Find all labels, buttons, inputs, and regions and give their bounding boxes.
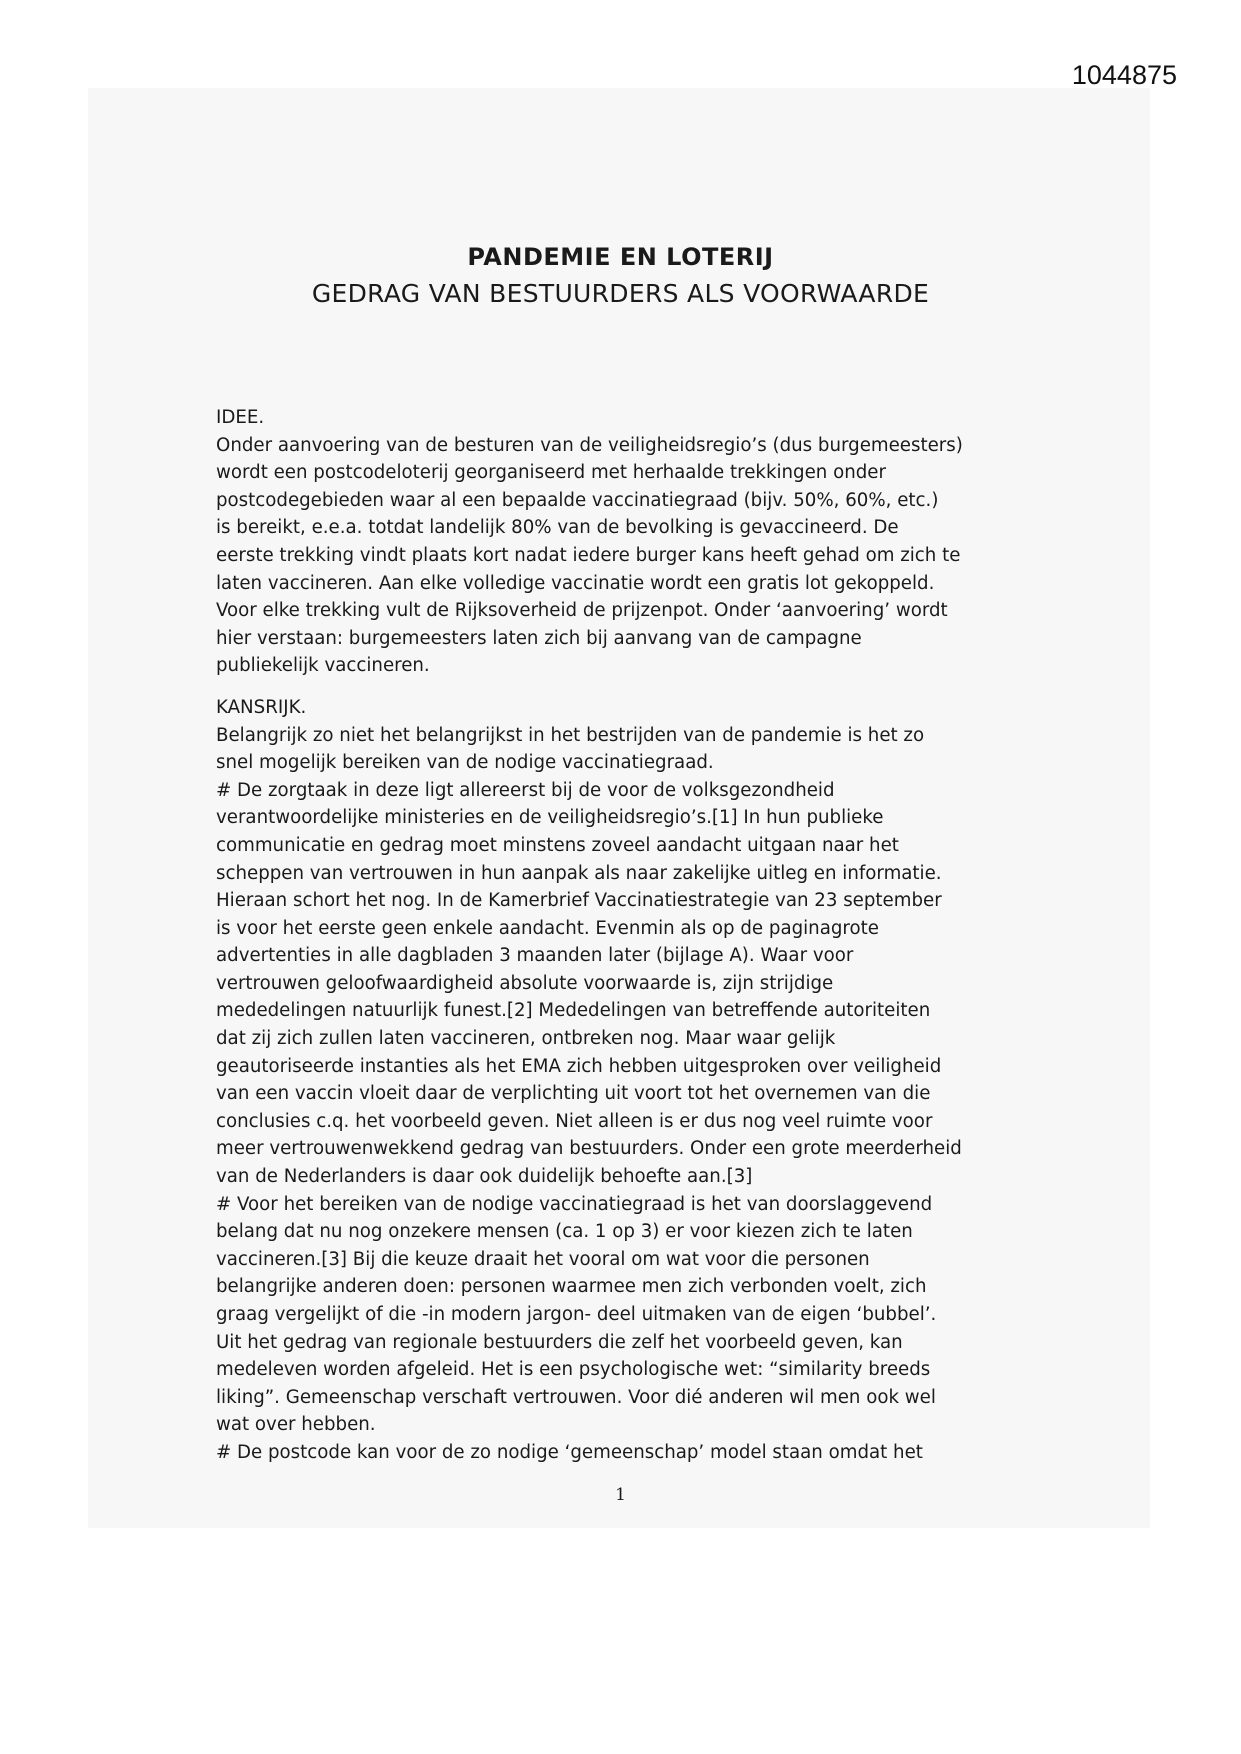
section-idee [216, 404, 1036, 680]
text-line: graag vergelijkt of die -in modern jargon- deel uitmaken van de eigen ‘bubbel’. [216, 1304, 937, 1325]
text-line: hier verstaan: burgemeesters laten zich bij aanvang van de campagne [216, 627, 862, 649]
text-line: advertenties in alle dagbladen 3 maanden later (bijlage A). Waar voor [216, 945, 854, 967]
text-line: eerste trekking vindt plaats kort nadat iedere burger kans heeft gehad om zich te [216, 544, 961, 566]
page-number: 1 [615, 1485, 626, 1505]
text-line: vertrouwen geloofwaardigheid absolute voorwaarde is, zijn strijdige [216, 972, 834, 994]
text-line: Hieraan schort het nog. In de Kamerbrief Vaccinatiestrategie van 23 september [216, 890, 942, 912]
text-line: # Voor het bereiken van de nodige vaccinatiegraad is het van doorslaggevend [216, 1193, 933, 1215]
section-heading: IDEE. [216, 407, 265, 428]
text-line: vaccineren.[3] Bij die keuze draait het vooral om wat voor die personen [216, 1248, 870, 1270]
text-line: medeleven worden afgeleid. Het is een psychologische wet: “similarity breeds [216, 1359, 931, 1381]
text-line: is bereikt, e.e.a. totdat landelijk 80% van de bevolking is gevaccineerd. De [216, 517, 899, 539]
text-line: # De postcode kan voor de zo nodige ‘gemeenschap’ model staan omdat het [216, 1441, 923, 1463]
text-line: liking”. Gemeenschap verschaft vertrouwen. Voor dié anderen wil men ook wel [216, 1386, 936, 1408]
text-line: wat over hebben. [216, 1414, 376, 1436]
text-line: postcodegebieden waar al een bepaalde vaccinatiegraad (bijv. 50%, 60%, etc.) [216, 489, 939, 511]
text-line: wordt een postcodeloterij georganiseerd met herhaalde trekkingen onder [216, 462, 886, 484]
text-line: scheppen van vertrouwen in hun aanpak als naar zakelijke uitleg en informatie. [216, 862, 942, 884]
text-line: is voor het eerste geen enkele aandacht. Evenmin als op de paginagrote [216, 917, 879, 939]
text-line: # De zorgtaak in deze ligt allereerst bij de voor de volksgezondheid [216, 779, 835, 801]
document-id: 1044875 [1071, 60, 1177, 90]
section-spacer [216, 680, 1036, 694]
text-line: van een vaccin vloeit daar de verplichting uit voort tot het overnemen van die [216, 1083, 931, 1105]
text-line: Uit het gedrag van regionale bestuurders die zelf het voorbeeld geven, kan [216, 1331, 903, 1353]
text-line: belangrijke anderen doen: personen waarmee men zich verbonden voelt, zich [216, 1276, 927, 1298]
text-line: snel mogelijk bereiken van de nodige vaccinatiegraad. [216, 752, 714, 774]
section-heading: KANSRIJK. [216, 696, 307, 718]
text-line: verantwoordelijke ministeries en de veiligheidsregio’s.[1] In hun publieke [216, 807, 884, 829]
text-line: Voor elke trekking vult de Rijksoverheid de prijzenpot. Onder ‘aanvoering’ wordt [216, 600, 948, 622]
document-title: PANDEMIE EN LOTERIJ [467, 243, 774, 271]
text-line: van de Nederlanders is daar ook duidelijk behoefte aan.[3] [216, 1166, 753, 1188]
text-line: geautoriseerde instanties als het EMA zich hebben uitgesproken over veiligheid [216, 1055, 942, 1077]
text-line: mededelingen natuurlijk funest.[2] Mededelingen van betreffende autoriteiten [216, 1000, 931, 1022]
text-line: conclusies c.q. het voorbeeld geven. Niet alleen is er dus nog veel ruimte voor [216, 1110, 933, 1132]
document-body [216, 404, 1036, 1467]
text-line: meer vertrouwenwekkend gedrag van bestuurders. Onder een grote meerderheid [216, 1138, 962, 1160]
text-line: Onder aanvoering van de besturen van de veiligheidsregio’s (dus burgemeesters) [216, 434, 963, 456]
text-line: laten vaccineren. Aan elke volledige vaccinatie wordt een gratis lot gekoppeld. [216, 572, 935, 594]
text-line: belang dat nu nog onzekere mensen (ca. 1 op 3) er voor kiezen zich te laten [216, 1221, 913, 1243]
document-subtitle: GEDRAG VAN BESTUURDERS ALS VOORWAARDE [311, 279, 930, 308]
text-line: communicatie en gedrag moet minstens zoveel aandacht uitgaan naar het [216, 834, 899, 856]
text-line: dat zij zich zullen laten vaccineren, ontbreken nog. Maar waar gelijk [216, 1028, 836, 1050]
text-line: publiekelijk vaccineren. [216, 655, 430, 677]
section-kansrijk [216, 694, 1036, 1467]
text-line: Belangrijk zo niet het belangrijkst in het bestrijden van de pandemie is het zo [216, 724, 925, 746]
